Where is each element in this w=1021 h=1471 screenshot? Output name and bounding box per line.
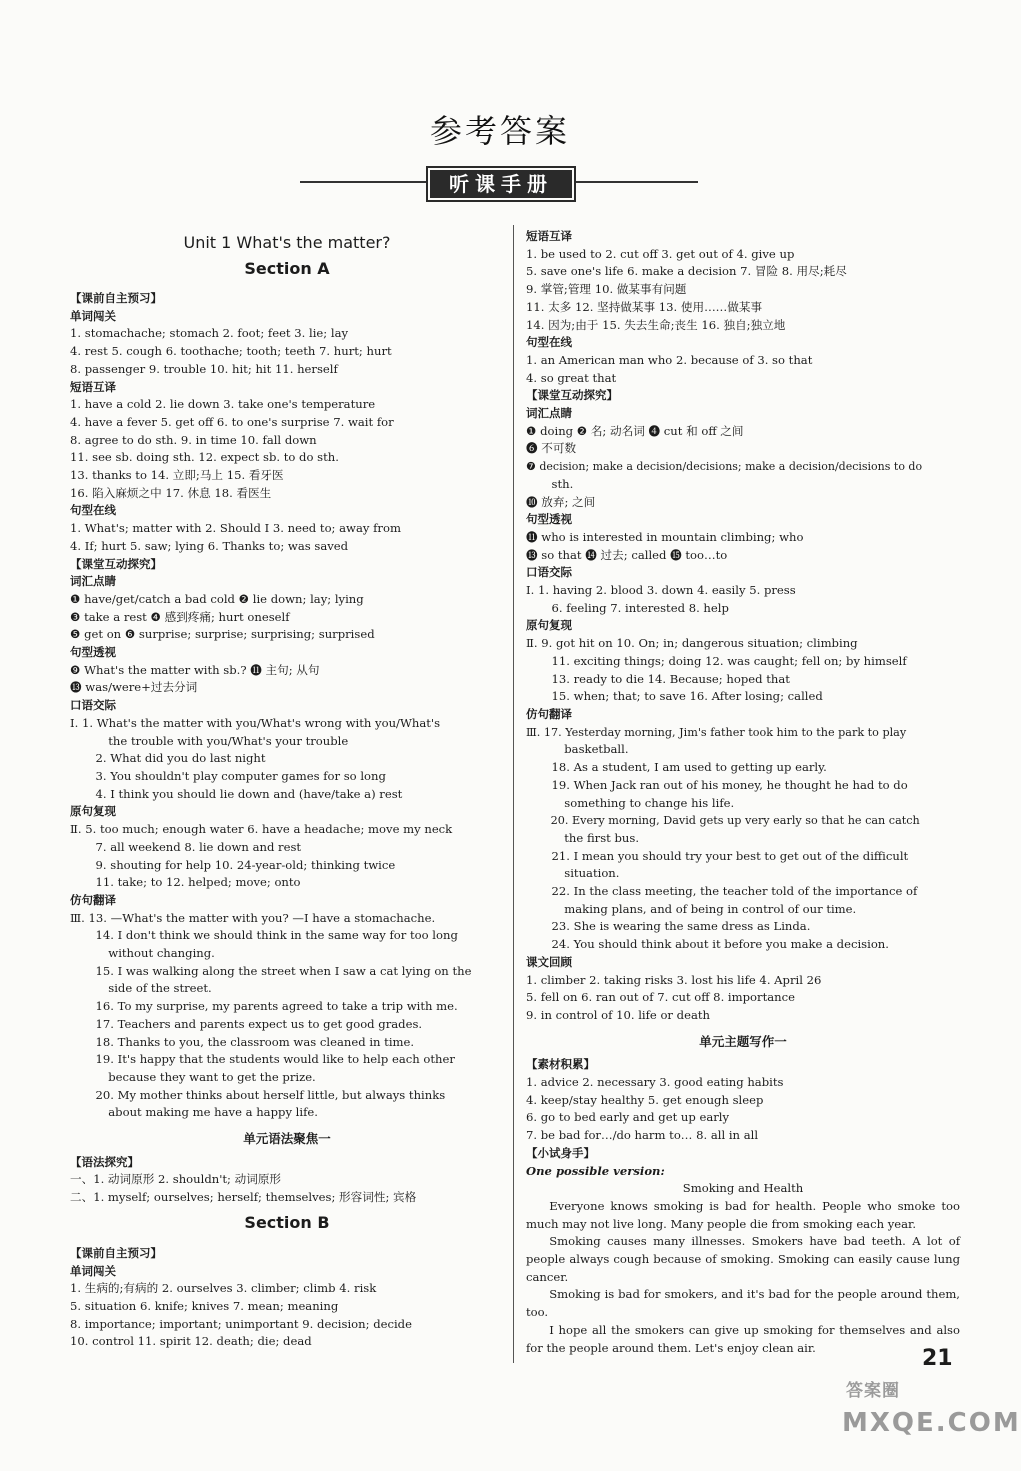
heading: 【课堂互动探究】 bbox=[70, 556, 162, 571]
banner-line-left bbox=[300, 181, 428, 183]
subheading: 短语互译 bbox=[526, 229, 572, 243]
answer-line: 19. It's happy that the students would like to help each other bbox=[95, 1052, 455, 1067]
sample-label: One possible version: bbox=[526, 1163, 665, 1178]
answer-line: 8. agree to do sth. 9. in time 10. fall down bbox=[70, 432, 317, 447]
subheading: 单词闯关 bbox=[70, 1263, 116, 1278]
heading: 【语法探究】 bbox=[70, 1154, 139, 1169]
answer-line: ❶ doing ❷ 名; 动名词 ❹ cut 和 off 之间 bbox=[526, 423, 744, 438]
answer-line: 1. stomachache; stomach 2. foot; feet 3. lie; lay bbox=[70, 326, 349, 341]
heading: 【素材积累】 bbox=[526, 1057, 595, 1072]
essay-paragraph: Smoking is bad for smokers, and it's bad for the people around them, too. bbox=[526, 1287, 960, 1320]
answer-line: 4. keep/stay healthy 5. get enough sleep bbox=[526, 1092, 764, 1107]
answer-line: basketball. bbox=[564, 742, 629, 757]
section-b-heading: Section B bbox=[244, 1212, 330, 1232]
answer-line: making plans, and of being in control of our time. bbox=[564, 901, 857, 916]
answer-line: 19. When Jack ran out of his money, he thought he had to do bbox=[551, 777, 908, 792]
answer-line: 17. Teachers and parents expect us to get good grades. bbox=[95, 1016, 423, 1031]
answer-line: Ⅰ. 1. What's the matter with you/What's wrong with you/What's bbox=[70, 715, 441, 730]
page-number: 21 bbox=[922, 1346, 953, 1371]
answer-line: Ⅲ. 13. —What's the matter with you? —I have a stomachache. bbox=[70, 910, 436, 925]
answer-line: 4. I think you should lie down and (have/take a) rest bbox=[95, 786, 403, 801]
answer-line: ❺ get on ❻ surprise; surprise; surprising; surprised bbox=[70, 627, 375, 642]
essay-paragraph: Smoking causes many illnesses. Smokers have bad teeth. A lot of people always cough because of smoking. Smoking can easily cause lung cancer. bbox=[526, 1234, 960, 1284]
right-column bbox=[526, 228, 960, 1357]
answer-line: something to change his life. bbox=[564, 795, 735, 810]
answer-line: 1. advice 2. necessary 3. good eating habits bbox=[526, 1075, 784, 1090]
answer-line: 9. in control of 10. life or death bbox=[526, 1007, 710, 1022]
subheading: 词汇点睛 bbox=[70, 574, 116, 589]
answer-line: 1. have a cold 2. lie down 3. take one's temperature bbox=[70, 397, 376, 412]
subheading: 仿句翻译 bbox=[526, 706, 572, 721]
answer-line: 14. 因为;由于 15. 失去生命;丧生 16. 独自;独立地 bbox=[526, 317, 786, 332]
heading: 【小试身手】 bbox=[526, 1145, 595, 1160]
subheading: 句型透视 bbox=[526, 512, 572, 527]
answer-line: 15. I was walking along the street when I saw a cat lying on the bbox=[95, 963, 472, 978]
answer-line: 11. 太多 12. 坚持做某事 13. 使用……做某事 bbox=[526, 299, 763, 314]
answer-line: about making me have a happy life. bbox=[108, 1105, 318, 1120]
answer-line: ❼ decision; make a decision/decisions; make a decision/decisions to do bbox=[526, 460, 923, 474]
answer-line: 13. thanks to 14. 立即;马上 15. 看牙医 bbox=[70, 468, 284, 483]
answer-line: 二、1. myself; ourselves; herself; themselves; 形容词性; 宾格 bbox=[70, 1190, 417, 1205]
section-banner: 听课手册 bbox=[426, 166, 576, 202]
answer-line: 4. If; hurt 5. saw; lying 6. Thanks to; was saved bbox=[70, 538, 349, 553]
subheading: 原句复现 bbox=[526, 618, 572, 633]
subheading: 单词闯关 bbox=[70, 308, 116, 323]
answer-line: 5. fell on 6. ran out of 7. cut off 8. importance bbox=[526, 990, 795, 1005]
essay-paragraph: I hope all the smokers can give up smoking for themselves and also for the people around them. Let's enjoy clean air. bbox=[526, 1322, 960, 1355]
answer-line: without changing. bbox=[108, 946, 215, 961]
answer-line: 22. In the class meeting, the teacher told of the importance of bbox=[551, 884, 918, 899]
answer-line: because they want to get the prize. bbox=[108, 1069, 316, 1084]
answer-line: 5. save one's life 6. make a decision 7. 冒险 8. 用尽;耗尽 bbox=[526, 264, 847, 279]
answer-line: 23. She is wearing the same dress as Linda. bbox=[551, 919, 811, 934]
answer-line: ❶ have/get/catch a bad cold ❷ lie down; lay; lying bbox=[70, 591, 364, 606]
answer-line: 1. 生病的;有病的 2. ourselves 3. climber; climb 4. risk bbox=[70, 1281, 377, 1296]
answer-line: 8. importance; important; unimportant 9. decision; decide bbox=[70, 1316, 412, 1331]
answer-line: ❾ What's the matter with sb.? ⓫ 主句; 从句 bbox=[70, 662, 320, 677]
answer-line: Ⅰ. 1. having 2. blood 3. down 4. easily 5. press bbox=[526, 583, 796, 598]
answer-line: 4. rest 5. cough 6. toothache; tooth; teeth 7. hurt; hurt bbox=[70, 344, 392, 359]
answer-line: 20. Every morning, David gets up very early so that he can catch bbox=[550, 814, 920, 828]
banner-line-right bbox=[570, 181, 698, 183]
answer-line: ❸ take a rest ❹ 感到疼痛; hurt oneself bbox=[70, 609, 290, 624]
answer-line: 16. To my surprise, my parents agreed to take a trip with me. bbox=[95, 999, 458, 1014]
answer-line: the trouble with you/What's your trouble bbox=[108, 733, 349, 748]
answer-line: situation. bbox=[564, 866, 620, 881]
answer-line: 5. situation 6. knife; knives 7. mean; meaning bbox=[70, 1298, 339, 1313]
left-column bbox=[70, 228, 504, 1351]
answer-line: Ⅱ. 5. too much; enough water 6. have a headache; move my neck bbox=[70, 822, 453, 837]
answer-line: 16. 陷入麻烦之中 17. 休息 18. 看医生 bbox=[70, 485, 272, 500]
answer-line: sth. bbox=[551, 476, 574, 491]
subheading: 口语交际 bbox=[70, 698, 116, 713]
answer-line: 9. shouting for help 10. 24-year-old; thinking twice bbox=[95, 857, 396, 872]
answer-line: 7. all weekend 8. lie down and rest bbox=[95, 839, 302, 854]
answer-line: 3. You shouldn't play computer games for so long bbox=[95, 768, 386, 783]
answer-line: 15. when; that; to save 16. After losing; called bbox=[551, 689, 823, 704]
essay-title: Smoking and Health bbox=[682, 1181, 804, 1196]
subheading: 句型透视 bbox=[70, 645, 116, 660]
answer-line: 18. Thanks to you, the classroom was cleaned in time. bbox=[95, 1034, 415, 1049]
answer-line: 13. ready to die 14. Because; hoped that bbox=[551, 671, 790, 686]
answer-line: 一、1. 动词原形 2. shouldn't; 动词原形 bbox=[70, 1172, 282, 1187]
answer-line: 11. take; to 12. helped; move; onto bbox=[95, 875, 301, 890]
answer-line: 1. an American man who 2. because of 3. so that bbox=[526, 352, 813, 367]
answer-line: side of the street. bbox=[108, 981, 212, 996]
unit-title: Unit 1 What's the matter? bbox=[183, 233, 391, 252]
answer-line: 4. so great that bbox=[526, 370, 617, 385]
answer-line: 9. 掌管;管理 10. 做某事有问题 bbox=[526, 282, 687, 297]
subheading: 课文回顾 bbox=[526, 954, 572, 969]
answer-line: ❿ 放弃; 之间 bbox=[526, 494, 596, 509]
answer-line: 8. passenger 9. trouble 10. hit; hit 11. herself bbox=[70, 361, 338, 376]
answer-line: 1. be used to 2. cut off 3. get out of 4. give up bbox=[526, 246, 795, 261]
subheading: 句型在线 bbox=[70, 503, 116, 518]
answer-line: Ⅲ. 17. Yesterday morning, Jim's father took him to the park to play bbox=[526, 725, 907, 739]
answer-line: the first bus. bbox=[564, 830, 640, 845]
subheading: 原句复现 bbox=[70, 804, 116, 819]
answer-line: 6. go to bed early and get up early bbox=[526, 1110, 730, 1125]
answer-line: 14. I don't think we should think in the same way for too long bbox=[95, 928, 458, 943]
answer-line: ❻ 不可数 bbox=[526, 441, 577, 456]
answer-line: ⓫ who is interested in mountain climbing; who bbox=[526, 529, 804, 544]
subheading: 仿句翻译 bbox=[70, 892, 116, 907]
answer-line: 21. I mean you should try your best to get out of the difficult bbox=[551, 848, 909, 863]
answer-line: 2. What did you do last night bbox=[95, 751, 266, 766]
answer-line: 11. see sb. doing sth. 12. expect sb. to do sth. bbox=[70, 450, 339, 465]
page-title: 参考答案 bbox=[429, 112, 570, 150]
answer-line: 11. exciting things; doing 12. was caught; fell on; by himself bbox=[551, 653, 907, 668]
answer-line: ⓭ so that ⓮ 过去; called ⓯ too…to bbox=[526, 547, 728, 562]
answer-line: 1. climber 2. taking risks 3. lost his life 4. April 26 bbox=[526, 972, 822, 987]
section-a-heading: Section A bbox=[244, 259, 330, 278]
writing-heading: 单元主题写作一 bbox=[699, 1033, 787, 1049]
subheading: 句型在线 bbox=[526, 335, 572, 350]
essay-paragraph: Everyone knows smoking is bad for health. People who smoke too much may not live long. Many people die from smoking each year. bbox=[526, 1198, 960, 1231]
answer-line: Ⅱ. 9. got hit on 10. On; in; dangerous situation; climbing bbox=[526, 636, 858, 651]
answer-line: 6. feeling 7. interested 8. help bbox=[551, 600, 729, 615]
answer-line: 1. What's; matter with 2. Should I 3. need to; away from bbox=[70, 521, 401, 536]
answer-line: 4. have a fever 5. get off 6. to one's surprise 7. wait for bbox=[70, 414, 394, 429]
heading: 【课前自主预习】 bbox=[70, 1245, 162, 1260]
answer-line: 18. As a student, I am used to getting up early. bbox=[551, 760, 827, 775]
watermark-logo: 答案圈 bbox=[846, 1381, 900, 1401]
subheading: 词汇点睛 bbox=[526, 406, 572, 421]
subheading: 短语互译 bbox=[70, 379, 116, 394]
answer-line: 10. control 11. spirit 12. death; die; dead bbox=[70, 1334, 312, 1349]
grammar-focus-heading: 单元语法聚焦一 bbox=[243, 1131, 331, 1147]
heading: 【课堂互动探究】 bbox=[526, 388, 618, 403]
answer-line: 20. My mother thinks about herself little, but always thinks bbox=[95, 1087, 446, 1102]
answer-line: ⓭ was/were+过去分词 bbox=[70, 680, 198, 695]
answer-line: 24. You should think about it before you make a decision. bbox=[551, 937, 889, 952]
column-divider bbox=[513, 225, 514, 1363]
watermark-url: MXQE.COM bbox=[842, 1408, 1021, 1438]
answer-line: 7. be bad for…/do harm to… 8. all in all bbox=[526, 1128, 759, 1143]
heading: 【课前自主预习】 bbox=[70, 291, 162, 305]
subheading: 口语交际 bbox=[526, 565, 572, 580]
